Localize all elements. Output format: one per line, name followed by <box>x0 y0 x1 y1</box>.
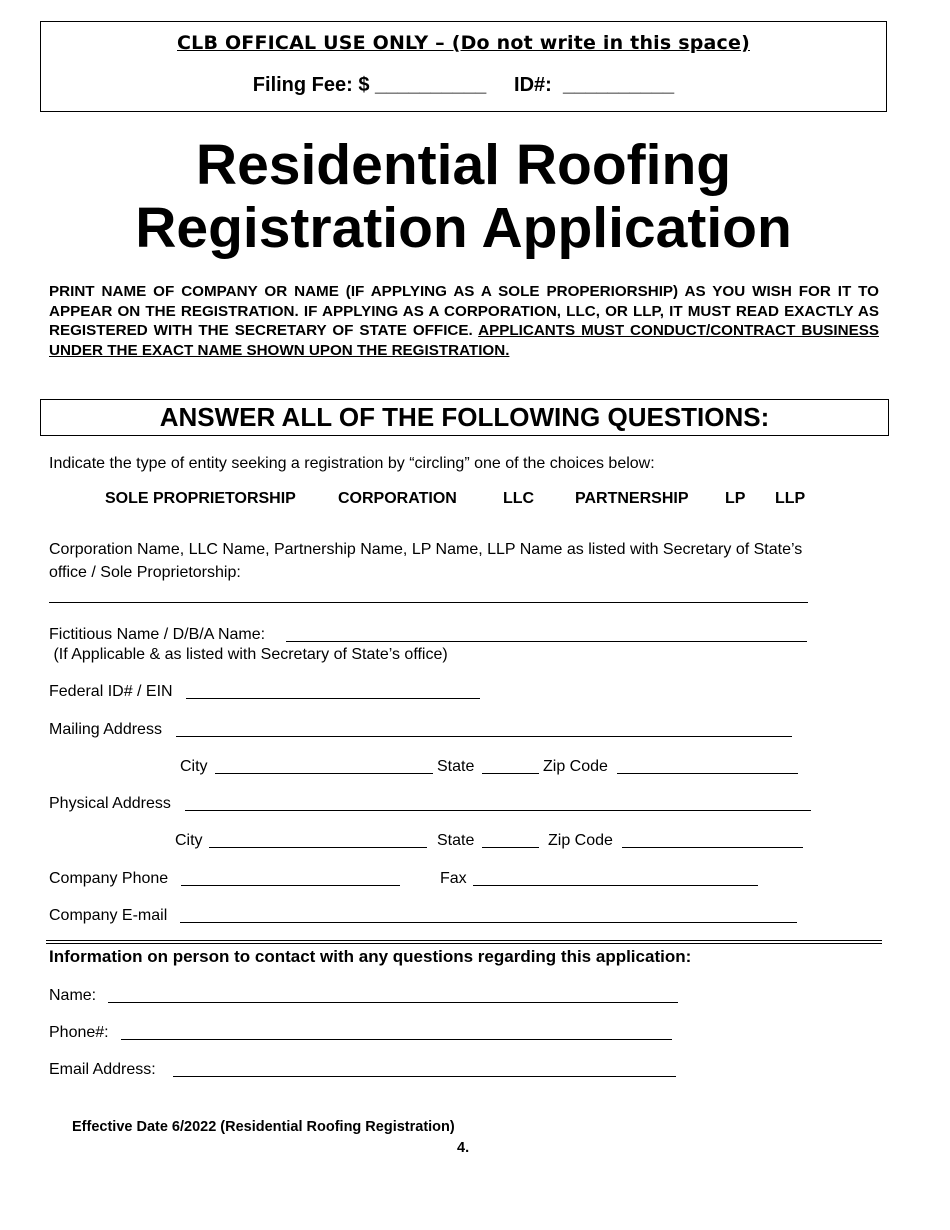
company-email-label: Company E-mail <box>49 907 168 924</box>
mailing-address-label: Mailing Address <box>49 721 162 738</box>
office-use-title: CLB OFFICAL USE ONLY – (Do not write in this space) <box>177 32 750 54</box>
page-title <box>0 134 927 260</box>
contact-phone-field[interactable] <box>121 1039 672 1040</box>
entity-choice-llc[interactable]: LLC <box>503 490 535 507</box>
ein-field[interactable] <box>186 698 480 699</box>
contact-heading: Information on person to contact with any questions regarding this application: <box>49 947 692 966</box>
entity-choice-lp[interactable]: LP <box>725 490 746 507</box>
fax-label: Fax <box>440 870 467 887</box>
corp-name-label-line-1: Corporation Name, LLC Name, Partnership Name, LP Name, LLP Name as listed with Secretary of State’s <box>49 541 803 558</box>
entity-choice-corporation[interactable]: CORPORATION <box>338 490 457 507</box>
fictitious-name-note: (If Applicable & as listed with Secretary of State’s office) <box>49 646 448 663</box>
physical-city-label: City <box>175 832 203 849</box>
title-line-2: Registration Application <box>135 196 792 260</box>
instructions-text: PRINT NAME OF COMPANY OR NAME (IF APPLYING AS A SOLE PROPERIORSHIP) AS YOU WISH FOR IT TO APPEAR ON THE REGISTRATION. IF APPLYING AS A CORPORATION, LLC, OR LLP, IT MUST READ EXACTLY AS REGISTERED WITH THE SECRETARY OF STATE OFFICE. <box>49 283 879 340</box>
physical-address-label: Physical Address <box>49 795 171 812</box>
physical-state-label: State <box>437 832 475 849</box>
entity-choice-sole-proprietorship[interactable]: SOLE PROPRIETORSHIP <box>105 490 296 507</box>
company-phone-field[interactable] <box>181 885 400 886</box>
section-divider <box>46 940 882 944</box>
filing-fee-id-line: Filing Fee: $ __________ ID#: __________ <box>252 74 675 96</box>
contact-email-field[interactable] <box>173 1076 676 1077</box>
entity-choice-partnership[interactable]: PARTNERSHIP <box>575 490 689 507</box>
office-use-box <box>40 21 887 112</box>
contact-phone-label: Phone#: <box>49 1024 109 1041</box>
mailing-zip-label: Zip Code <box>543 758 608 775</box>
physical-zip-label: Zip Code <box>548 832 613 849</box>
mailing-state-label: State <box>437 758 475 775</box>
fictitious-name-field[interactable] <box>286 641 807 642</box>
contact-name-label: Name: <box>49 987 97 1004</box>
physical-state-field[interactable] <box>482 847 539 848</box>
section-heading: ANSWER ALL OF THE FOLLOWING QUESTIONS: <box>40 399 889 436</box>
instructions-underlined: APPLICANTS MUST CONDUCT/CONTRACT BUSINESS UNDER THE EXACT NAME SHOWN UPON THE REGISTRATION. <box>49 322 879 359</box>
title-line-1: Residential Roofing <box>195 133 732 197</box>
mailing-city-label: City <box>180 758 208 775</box>
physical-city-field[interactable] <box>209 847 427 848</box>
corp-name-label-line-2: office / Sole Proprietorship: <box>49 564 241 581</box>
mailing-address-field[interactable] <box>176 736 792 737</box>
mailing-city-field[interactable] <box>215 773 433 774</box>
ein-label: Federal ID# / EIN <box>49 683 173 700</box>
company-email-field[interactable] <box>180 922 797 923</box>
entity-choice-llp[interactable]: LLP <box>775 490 806 507</box>
fax-field[interactable] <box>473 885 758 886</box>
company-phone-label: Company Phone <box>49 870 169 887</box>
page-number: 4. <box>457 1140 470 1156</box>
effective-date: Effective Date 6/2022 (Residential Roofing Registration) <box>72 1119 455 1135</box>
physical-address-field[interactable] <box>185 810 811 811</box>
physical-zip-field[interactable] <box>622 847 803 848</box>
instructions-paragraph <box>49 282 879 360</box>
corp-name-field[interactable] <box>49 602 808 603</box>
mailing-zip-field[interactable] <box>617 773 798 774</box>
fictitious-name-label: Fictitious Name / D/B/A Name: <box>49 626 266 643</box>
entity-prompt: Indicate the type of entity seeking a registration by “circling” one of the choices below: <box>49 455 655 472</box>
contact-name-field[interactable] <box>108 1002 678 1003</box>
mailing-state-field[interactable] <box>482 773 539 774</box>
contact-email-label: Email Address: <box>49 1061 156 1078</box>
